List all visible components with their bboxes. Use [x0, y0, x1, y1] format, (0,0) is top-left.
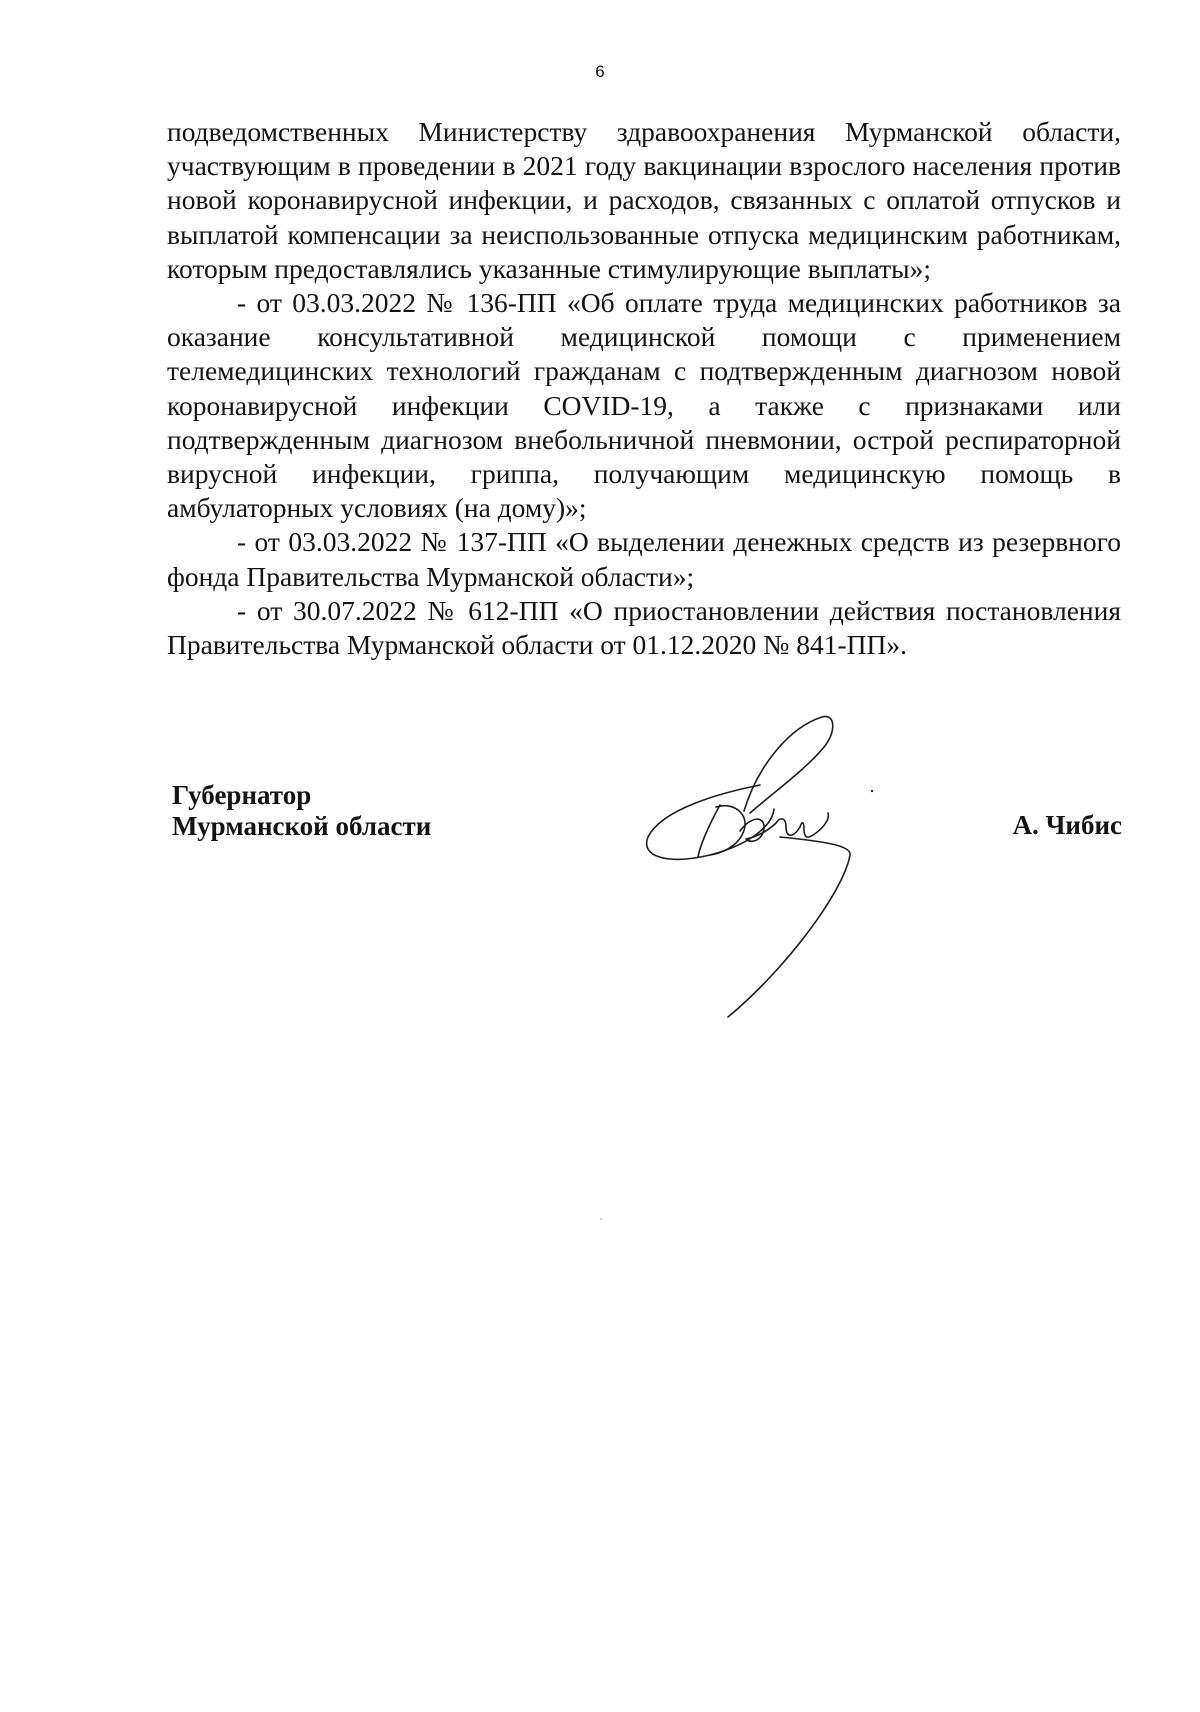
paragraph-decree-136: - от 03.03.2022 № 136-ПП «Об оплате труда медицинских работников за оказание консультативной медицинской помощи с применением телемедицинских технологий гражданам с подтвержденным диагнозом новой коронавирусной инфекции COVID-19, а также с признаками или подтвержденным диагнозом внебольничной пневмонии, острой респираторной вирусной инфекции, гриппа, получающим медицинскую помощь в амбулаторных условиях (на дому)»; [167, 287, 1121, 524]
signatory-name: А. Чибис [1012, 810, 1122, 840]
document-body [167, 115, 1121, 662]
paragraph-decree-137: - от 03.03.2022 № 137-ПП «О выделении денежных средств из резервного фонда Правительства Мурманской области»; [167, 526, 1121, 592]
signatory-position-line2: Мурманской области [172, 811, 432, 841]
paragraph-continuation: подведомственных Министерству здравоохранения Мурманской области, участвующим в проведении в 2021 году вакцинации взрослого населения против новой коронавирусной инфекции, и расходов, связанных с оплатой отпусков и выплатой компенсации за неиспользованные отпуска медицинским работникам, которым предоставлялись указанные стимулирующие выплаты»; [167, 116, 1121, 284]
page-number: 6 [595, 62, 605, 81]
scan-speck [600, 1218, 602, 1220]
signatory-position-line1: Губернатор [172, 780, 312, 810]
signatory-title [172, 780, 431, 842]
handwritten-signature [640, 705, 920, 1025]
paragraph-decree-612: - от 30.07.2022 № 612-ПП «О приостановлении действия постановления Правительства Мурманской области от 01.12.2020 № 841-ПП». [167, 594, 1121, 661]
